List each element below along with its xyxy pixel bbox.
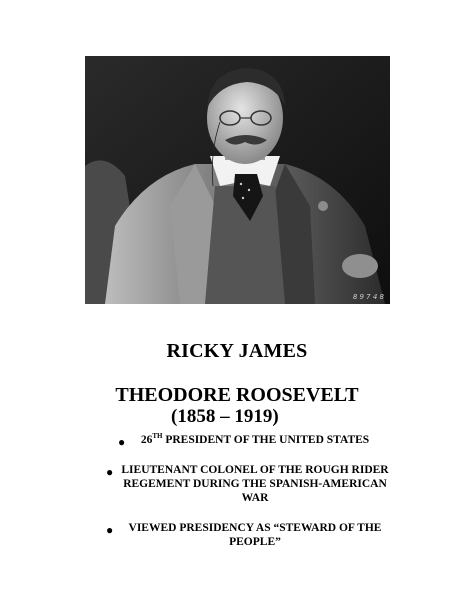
- lifespan: (1858 – 1919): [171, 406, 279, 427]
- author-name: RICKY JAMES: [166, 340, 308, 362]
- rough-rider-text: LIEUTENANT COLONEL OF THE ROUGH RIDER REGEMENT DURING THE SPANISH-AMERICAN WAR: [121, 464, 389, 504]
- photo-catalog-mark: 8 9 7 4 8: [352, 293, 384, 301]
- bullet-icon: ●: [118, 435, 126, 449]
- subject-name: THEODORE ROOSEVELT: [115, 384, 359, 406]
- president-text: PRESIDENT OF THE UNITED STATES: [165, 434, 370, 446]
- presidency-view-text: VIEWED PRESIDENCY AS “STEWARD OF THE PEOPLE”: [128, 522, 382, 548]
- portrait-illustration: [85, 56, 390, 304]
- president-number: 26: [140, 434, 153, 446]
- bullet-icon: ●: [106, 523, 114, 537]
- list-item: [100, 521, 400, 549]
- list-item: [100, 433, 400, 447]
- list-item: [100, 463, 400, 505]
- portrait-photo: [85, 56, 390, 304]
- bullet-icon: ●: [106, 465, 114, 479]
- facts-list: [100, 433, 400, 549]
- ordinal-suffix: TH: [152, 432, 163, 441]
